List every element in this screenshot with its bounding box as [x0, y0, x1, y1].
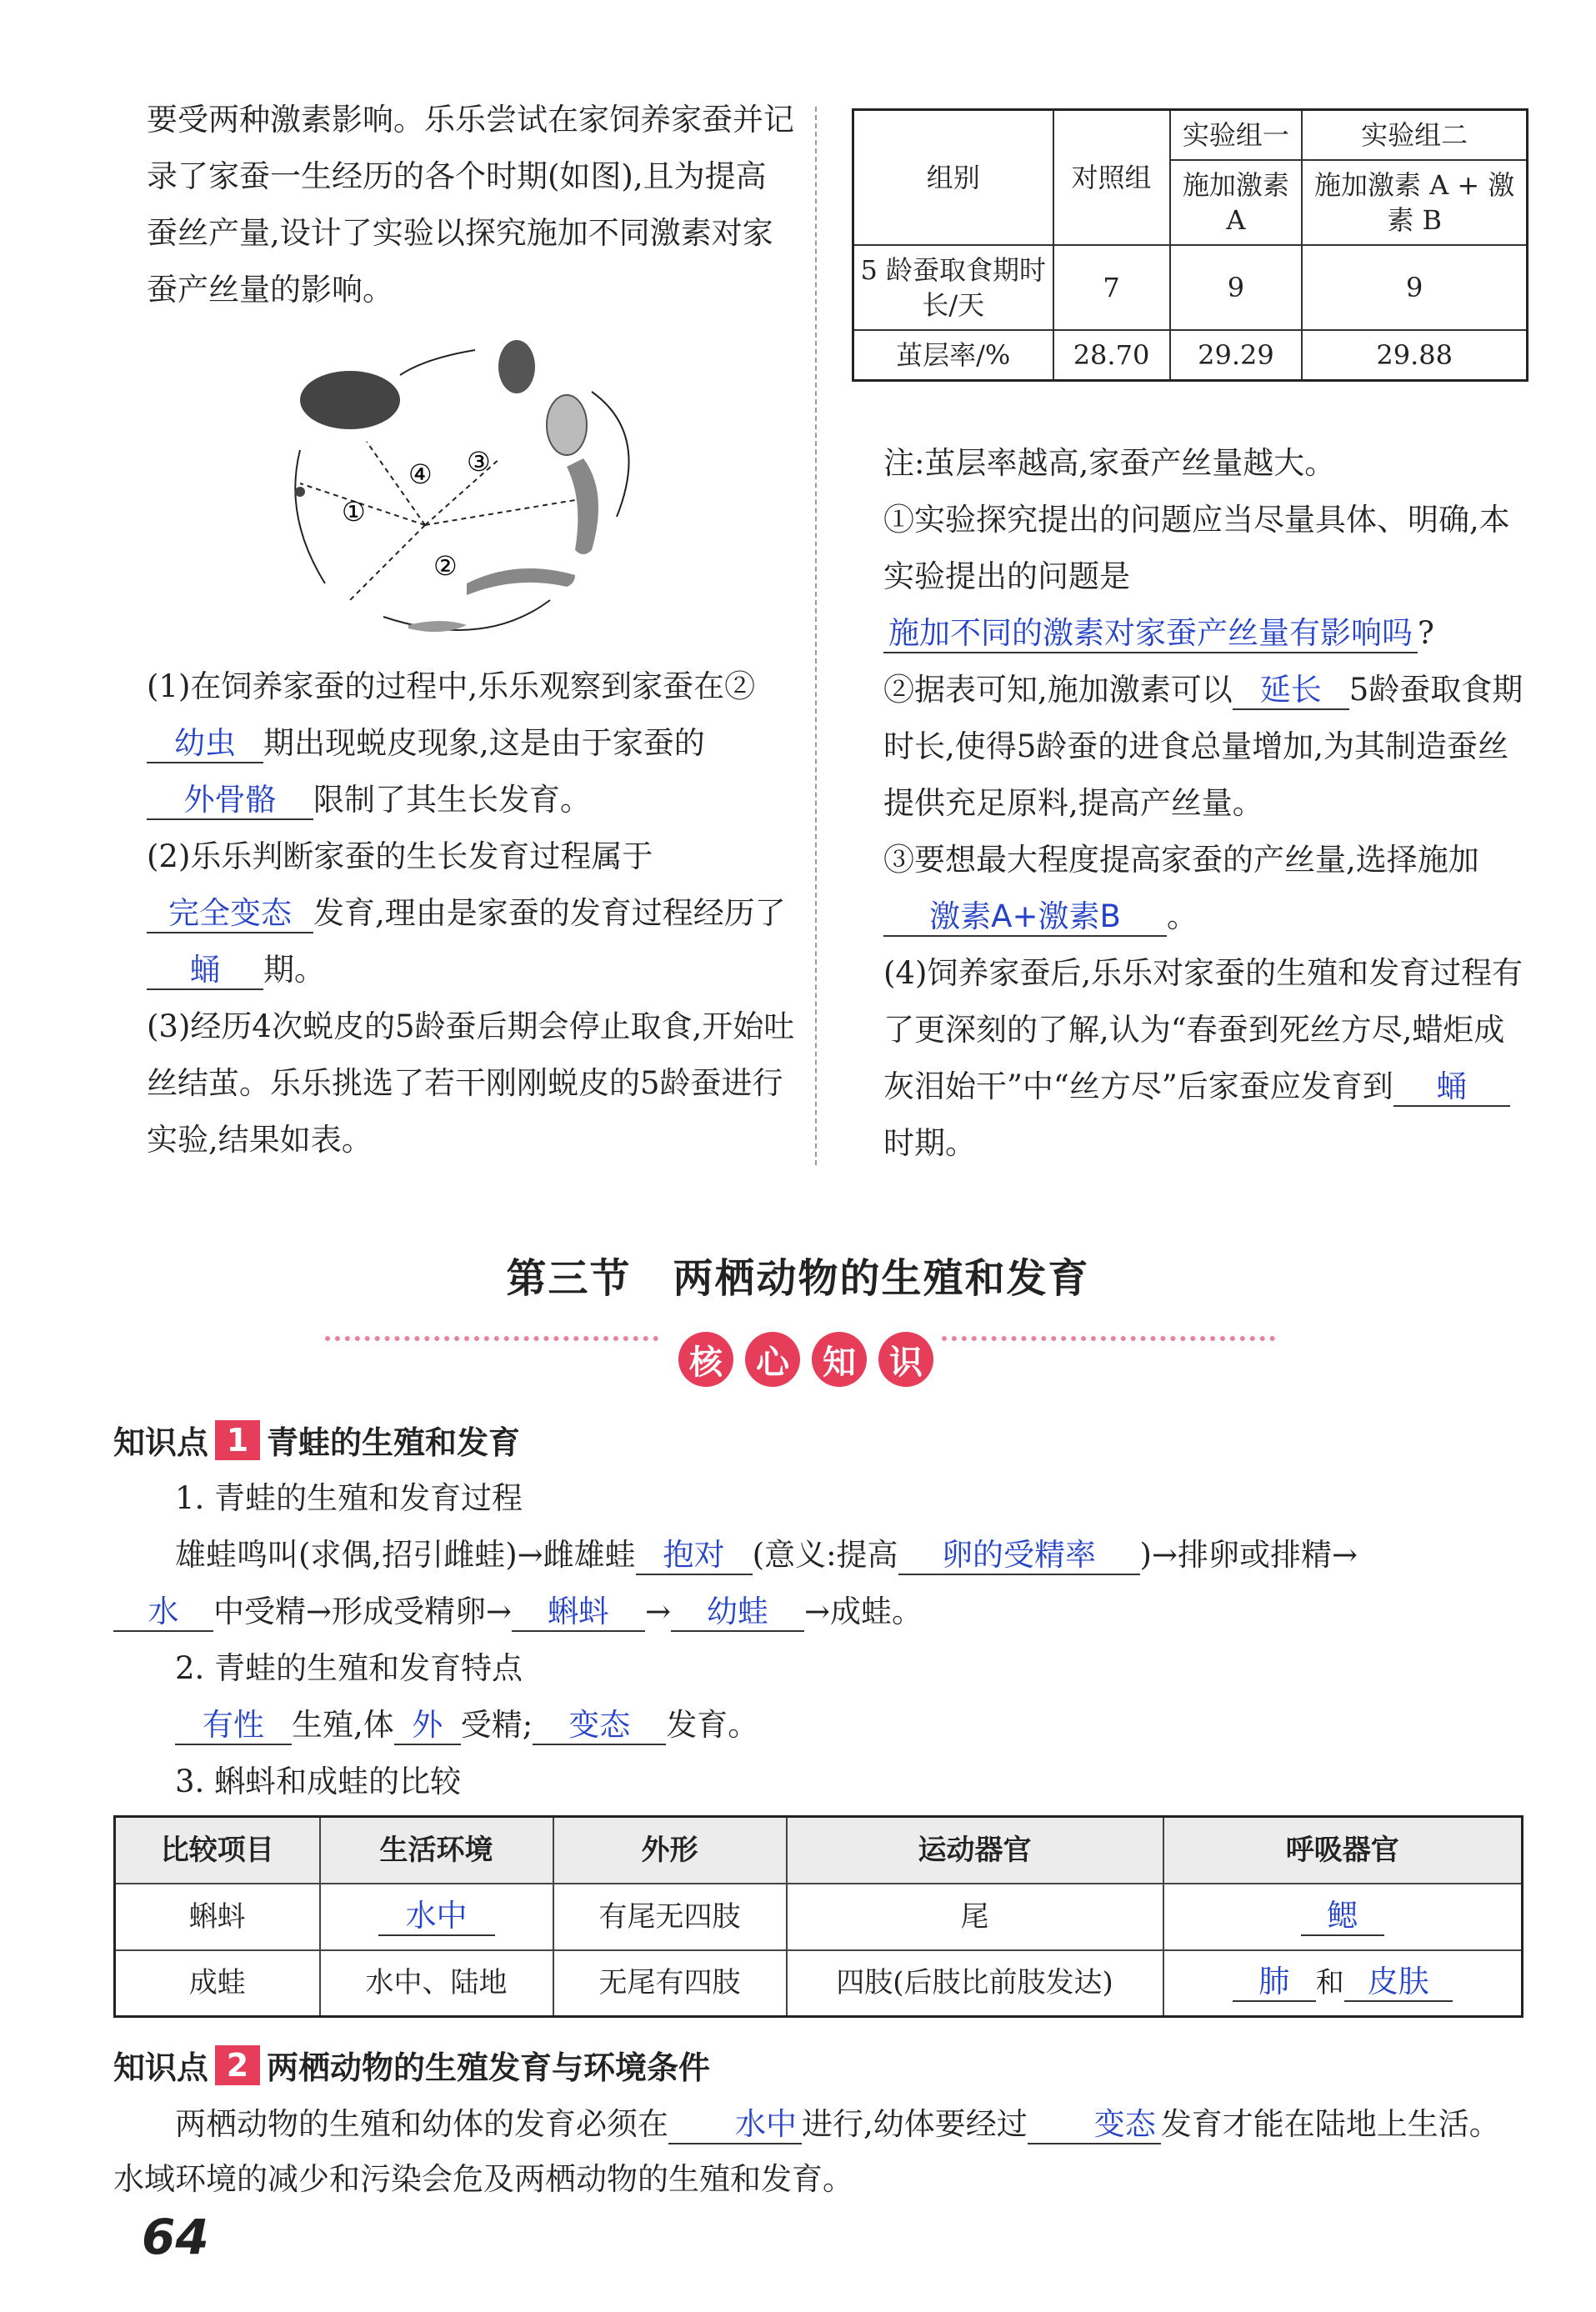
silkworm-lifecycle-figure	[267, 333, 700, 650]
lifecycle-diagram	[267, 333, 700, 650]
knowledge-point-2: 知识点 2 两栖动物的生殖发育与环境条件	[113, 2046, 711, 2086]
sub-question-3: ③要想最大程度提高家蚕的产丝量,选择施加激素A+激素B 。	[883, 832, 1533, 945]
answer-tadpole[interactable]: 蝌蚪	[512, 1594, 645, 1632]
answer-sexual[interactable]: 有性	[175, 1707, 292, 1745]
cmp-header-item: 比较项目	[115, 1817, 320, 1884]
table-row: 蝌蚪 水中 有尾无四肢 尾 鳃	[115, 1884, 1523, 1950]
answer-hormones[interactable]: 激素A+激素B	[883, 898, 1167, 937]
header-group1: 实验组一	[1170, 110, 1303, 161]
header-control: 对照组	[1053, 110, 1170, 246]
cycle-arrow-left	[295, 450, 325, 583]
k3-heading: 3. 蝌蚪和成蛙的比较	[175, 1764, 462, 1799]
answer-extend[interactable]: 延长	[1233, 672, 1349, 710]
egg-icon	[295, 487, 305, 497]
answer-gills[interactable]: 鳃	[1301, 1898, 1384, 1936]
cmp-header-env: 生活环境	[320, 1817, 553, 1884]
k2-line: 有性 生殖,体 外 受精; 变态 发育。	[175, 1700, 1508, 1750]
cycle-arrow-top	[400, 350, 475, 375]
left-column	[147, 92, 797, 318]
larva-large-icon	[567, 458, 598, 554]
answer-exoskeleton[interactable]: 外骨骼	[147, 782, 313, 820]
answer-fertilization-rate[interactable]: 卵的受精率	[898, 1537, 1140, 1575]
answer-external[interactable]: 外	[394, 1707, 461, 1745]
comparison-table	[113, 1815, 1523, 2018]
question-4: (4)饲养家蚕后,乐乐对家蚕的生殖和发育过程有了更深刻的了解,认为“春蚕到死丝方尽,蜡炬成灰泪始干”中“丝方尽”后家蚕应发育到 蛹时期。	[883, 955, 1523, 1161]
answer-lungs[interactable]: 肺	[1233, 1964, 1316, 2002]
table-note: 注:茧层率越高,家蚕产丝量越大。	[883, 445, 1336, 481]
answer-question[interactable]: 施加不同的激素对家蚕产丝量有影响吗	[883, 615, 1418, 653]
row-cocoon-label: 茧层率/%	[853, 330, 1053, 381]
stage-label-3: ③	[467, 446, 491, 478]
answer-skin[interactable]: 皮肤	[1344, 1964, 1453, 2002]
cell-feeding-g2: 9	[1302, 245, 1527, 330]
intro-paragraph: 要受两种激素影响。乐乐尝试在家饲养家蚕并记录了家蚕一生经历的各个时期(如图),且为提高蚕丝产量,设计了实验以探究施加不同激素对家蚕产丝量的影响。	[147, 102, 794, 308]
k1-heading: 1. 青蛙的生殖和发育过程	[175, 1480, 523, 1516]
dots-left	[325, 1336, 658, 1353]
core-char-1: 核	[678, 1332, 733, 1387]
answer-metamorphosis-2[interactable]: 变态	[1028, 2106, 1161, 2144]
cell-feeding-g1: 9	[1170, 245, 1303, 330]
header-group2-sub: 施加激素 A + 激素 B	[1302, 160, 1527, 245]
core-knowledge-badge	[678, 1332, 933, 1387]
cocoon-icon	[547, 395, 587, 455]
answer-amplexus[interactable]: 抱对	[636, 1537, 753, 1575]
answer-larva[interactable]: 幼虫	[147, 725, 263, 763]
core-char-4: 识	[878, 1332, 933, 1387]
answer-complete-metamorphosis[interactable]: 完全变态	[147, 895, 313, 933]
answer-metamorphosis[interactable]: 变态	[533, 1707, 666, 1745]
moth-icon	[300, 371, 400, 429]
question-3: (3)经历4次蜕皮的5龄蚕后期会停止取食,开始吐丝结茧。乐乐挑选了若干刚刚蜕皮的5龄蚕进行实验,结果如表。	[147, 1008, 795, 1158]
answer-pupa-stage[interactable]: 蛹	[1393, 1068, 1510, 1107]
dots-right	[942, 1336, 1275, 1353]
experiment-table	[852, 108, 1528, 382]
answer-in-water[interactable]: 水中	[378, 1898, 495, 1936]
sub-question-1: ①实验探究提出的问题应当尽量具体、明确,本实验提出的问题是施加不同的激素对家蚕产丝量有影响吗 ?	[883, 492, 1533, 662]
header-group2: 实验组二	[1302, 110, 1527, 161]
cell-feeding-control: 7	[1053, 245, 1170, 330]
cell-cocoon-g2: 29.88	[1302, 330, 1527, 381]
core-char-3: 知	[812, 1332, 867, 1387]
header-group1-sub: 施加激素 A	[1170, 160, 1303, 245]
k2-heading: 2. 青蛙的生殖和发育特点	[175, 1650, 523, 1686]
page-number: 64	[142, 2209, 209, 2265]
k1-line1: 雄蛙鸣叫(求偶,招引雌蛙)→雌雄蛙 抱对 (意义:提高 卵的受精率 )→排卵或排精→	[175, 1530, 1525, 1580]
right-column	[883, 435, 1533, 1172]
stage-label-4: ④	[408, 458, 433, 490]
kp2-number: 2	[215, 2045, 260, 2085]
stage-label-2: ②	[433, 550, 458, 582]
answer-pupa[interactable]: 蛹	[147, 952, 263, 990]
k4-paragraph: 两栖动物的生殖和幼体的发育必须在 水中 进行,幼体要经过 变态 发育才能在陆地上生活。水域环境的减少和污染会危及两栖动物的生殖和发育。	[113, 2106, 1500, 2197]
core-char-2: 心	[745, 1332, 800, 1387]
larva-medium-icon	[467, 568, 575, 595]
cell-cocoon-control: 28.70	[1053, 330, 1170, 381]
section-title: 第三节 两栖动物的生殖和发育	[506, 1255, 1090, 1302]
table-row: 成蛙 水中、陆地 无尾有四肢 四肢(后肢比前肢发达) 肺 和 皮肤	[115, 1950, 1523, 2017]
left-questions	[147, 658, 797, 1169]
row-feeding-label: 5 龄蚕取食期时长/天	[853, 245, 1053, 330]
knowledge-point-1: 知识点 1 青蛙的生殖和发育	[113, 1421, 521, 1461]
cmp-header-shape: 外形	[553, 1817, 787, 1884]
header-group: 组别	[853, 110, 1053, 246]
kp1-number: 1	[215, 1420, 260, 1460]
pupa-icon	[498, 340, 535, 393]
question-2: (2)乐乐判断家蚕的生长发育过程属于完全变态 发育,理由是家蚕的发育过程经历了蛹 期。	[147, 828, 797, 998]
cmp-header-motion: 运动器官	[787, 1817, 1163, 1884]
answer-in-water-2[interactable]: 水中	[668, 2106, 802, 2144]
k1-line2: 水 中受精→形成受精卵→ 蝌蚪 → 幼蛙 →成蛙。	[113, 1587, 1530, 1637]
answer-froglet[interactable]: 幼蛙	[671, 1594, 804, 1632]
question-1: (1)在饲养家蚕的过程中,乐乐观察到家蚕在②幼虫 期出现蜕皮现象,这是由于家蚕的外骨骼 限制了其生长发育。	[147, 658, 797, 828]
sub-question-2: ②据表可知,施加激素可以 延长 5龄蚕取食期时长,使得5龄蚕的进食总量增加,为其制造蚕丝提供充足原料,提高产丝量。	[883, 672, 1523, 821]
answer-water[interactable]: 水	[113, 1594, 213, 1632]
stage-label-1: ①	[342, 496, 366, 528]
cmp-header-breath: 呼吸器官	[1163, 1817, 1523, 1884]
column-divider	[815, 107, 817, 1165]
cell-cocoon-g1: 29.29	[1170, 330, 1303, 381]
